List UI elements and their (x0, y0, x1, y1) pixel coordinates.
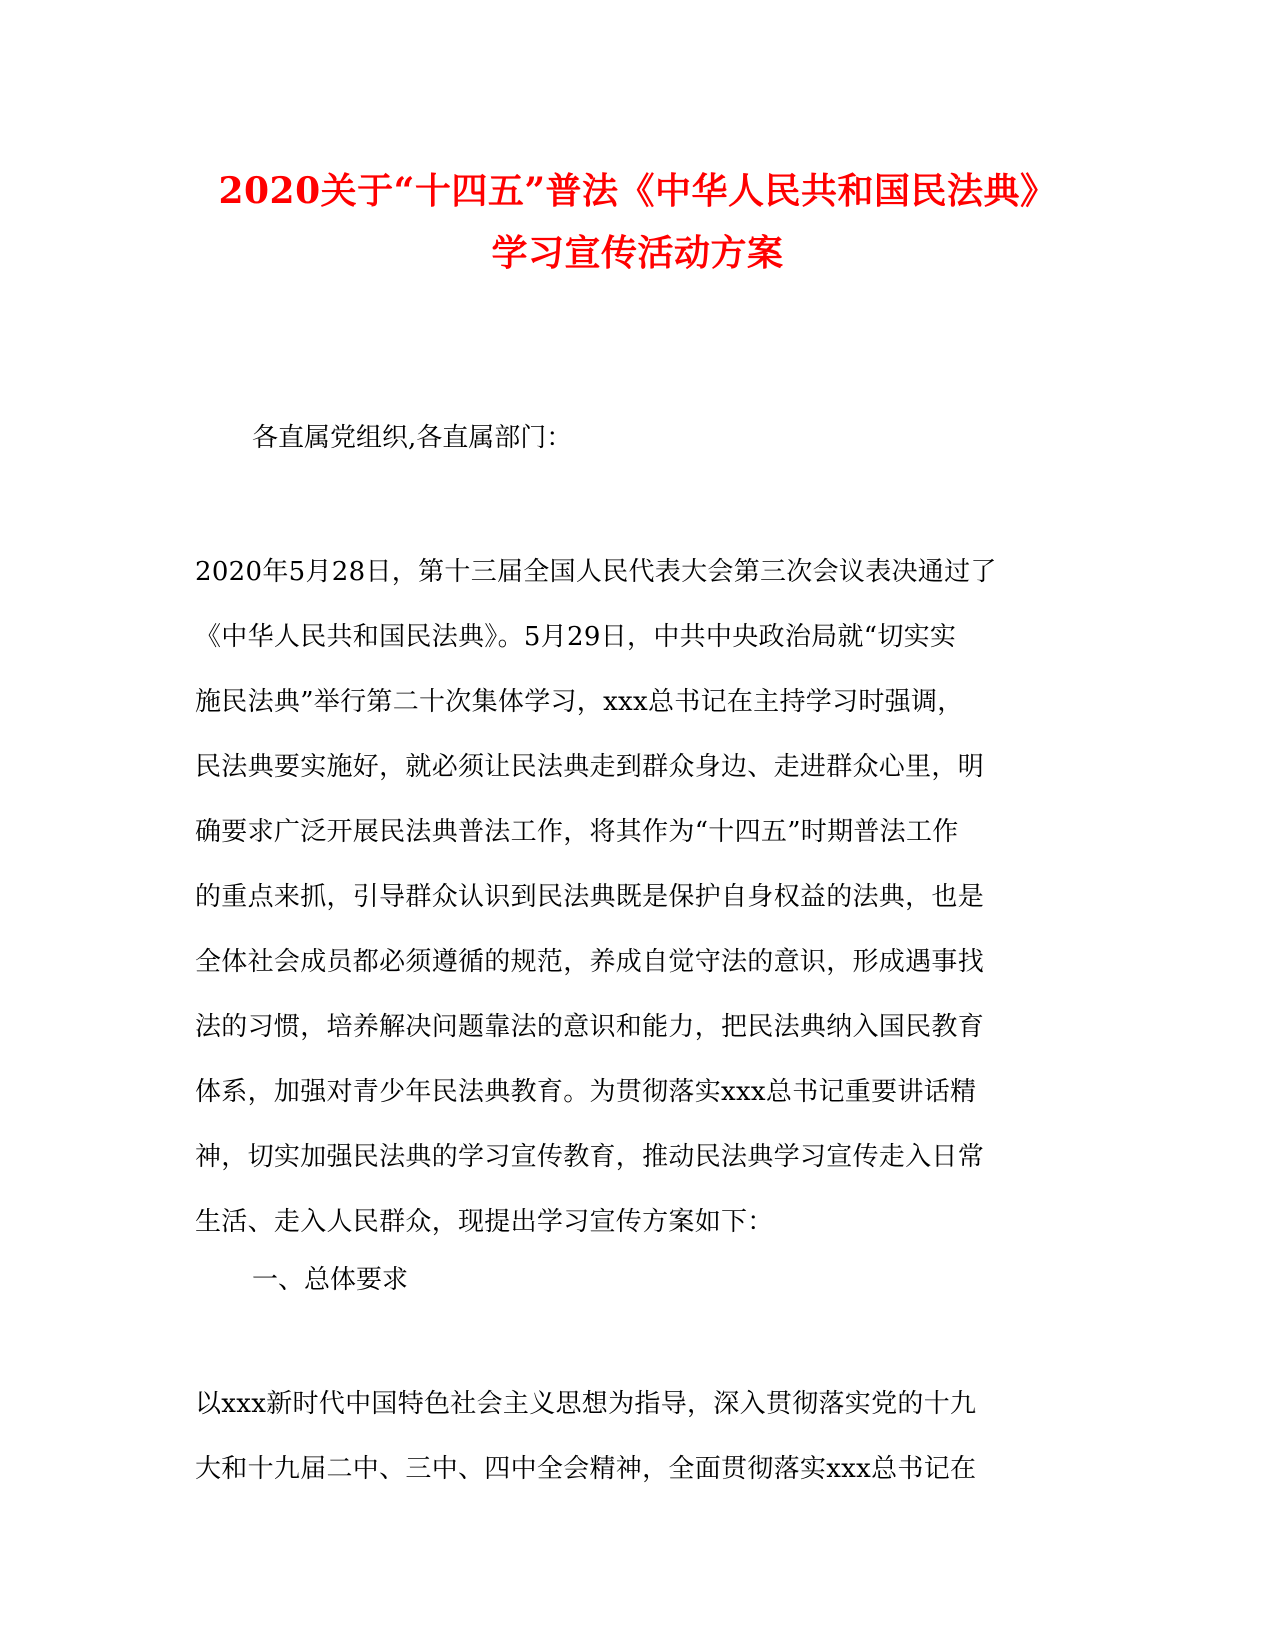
paragraph-line: 法的习惯，培养解决问题靠法的意识和能力，把民法典纳入国民教育 (195, 1012, 985, 1042)
paragraph-intro (195, 540, 1075, 1255)
paragraph-line: 生活、走入人民群众，现提出学习宣传方案如下： (195, 1207, 774, 1237)
paragraph-general-requirements (195, 1372, 1075, 1502)
paragraph-line: 大和十九届二中、三中、四中全会精神，全面贯彻落实xxx总书记在 (195, 1454, 977, 1484)
section-heading-1: 一、总体要求 (252, 1265, 409, 1295)
paragraph-line: 体系，加强对青少年民法典教育。为贯彻落实xxx总书记重要讲话精 (195, 1077, 977, 1107)
paragraph-line: 《中华人民共和国民法典》。5月29日，中共中央政治局就“切实实 (195, 622, 957, 652)
document-title (0, 160, 1275, 284)
paragraph-line: 确要求广泛开展民法典普法工作，将其作为“十四五”时期普法工作 (195, 817, 959, 847)
paragraph-line: 全体社会成员都必须遵循的规范，养成自觉守法的意识，形成遇事找 (195, 947, 985, 977)
title-line-2: 学习宣传活动方案 (491, 232, 784, 274)
paragraph-line: 施民法典”举行第二十次集体学习，xxx总书记在主持学习时强调， (195, 687, 964, 717)
salutation: 各直属党组织,各直属部门： (252, 423, 573, 453)
paragraph-line: 的重点来抓，引导群众认识到民法典既是保护自身权益的法典，也是 (195, 882, 985, 912)
paragraph-line: 民法典要实施好，就必须让民法典走到群众身边、走进群众心里，明 (195, 752, 985, 782)
paragraph-line: 以xxx新时代中国特色社会主义思想为指导，深入贯彻落实党的十九 (195, 1389, 977, 1419)
title-line-1: 2020关于“十四五”普法《中华人民共和国民法典》 (218, 170, 1057, 212)
paragraph-line: 神，切实加强民法典的学习宣传教育，推动民法典学习宣传走入日常 (195, 1142, 985, 1172)
paragraph-line: 2020年5月28日，第十三届全国人民代表大会第三次会议表决通过了 (195, 557, 997, 587)
